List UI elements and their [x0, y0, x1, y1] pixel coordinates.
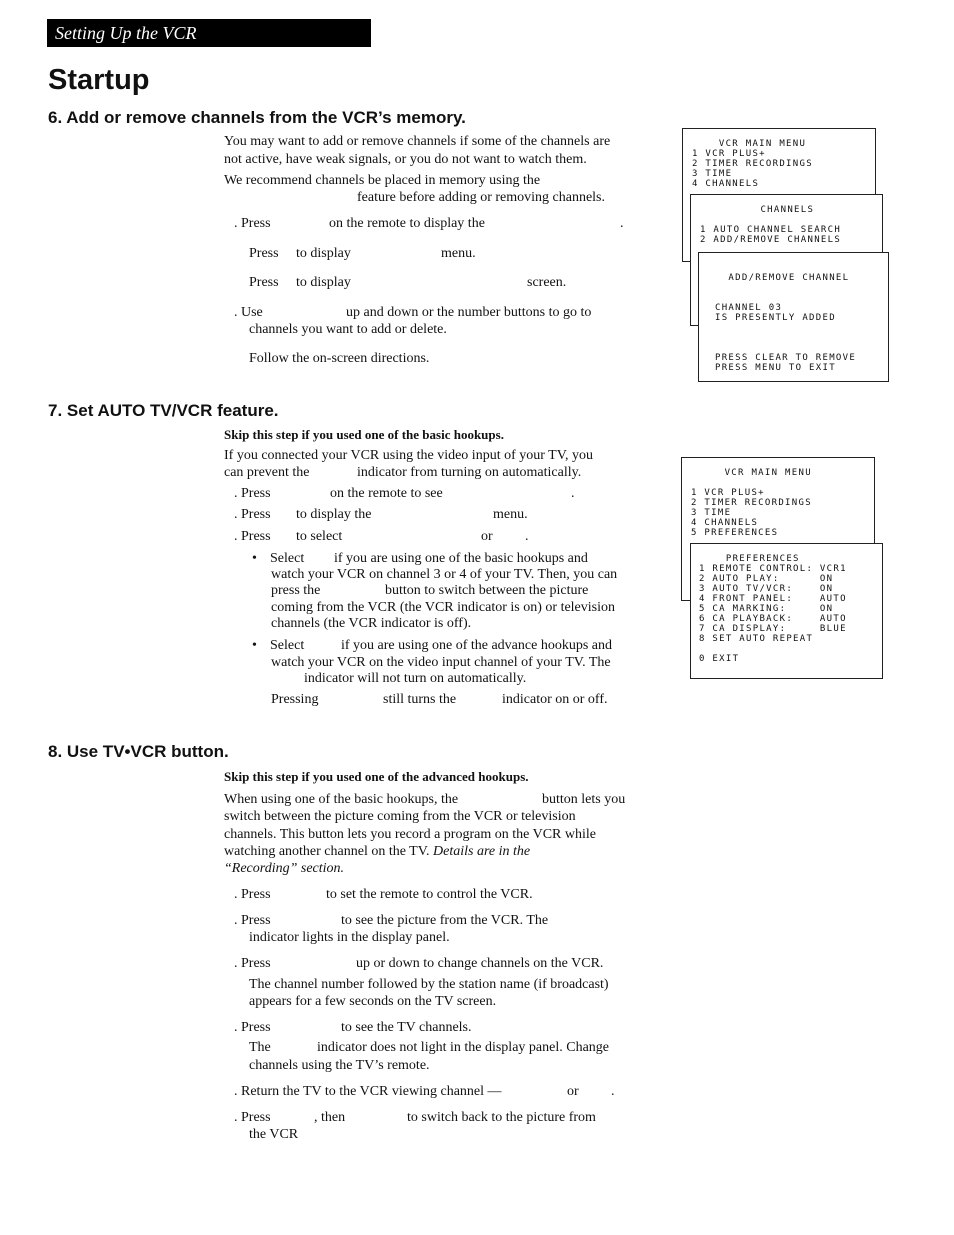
s8-text: indicator does not light in the display panel. Change — [317, 1040, 609, 1055]
s7-text: button to switch between the picture — [385, 583, 589, 598]
s8-text: indicator lights in the display panel. — [249, 930, 450, 945]
s6-text: We recommend channels be placed in memory using the — [224, 173, 541, 188]
s7-text: or — [481, 529, 493, 544]
s7-text: on the remote to see — [330, 486, 443, 501]
s8-text: button lets you — [542, 792, 626, 807]
s8-text-italic: “Recording” section. — [224, 861, 345, 876]
s7-text: still turns the — [383, 692, 457, 707]
s8-text: to see the picture from the VCR. The — [341, 913, 549, 928]
s8-text-roman: watching another channel on the TV. — [224, 844, 430, 859]
s8-text: The — [249, 1040, 271, 1055]
s8-text: When using one of the basic hookups, the — [224, 792, 459, 807]
osd-text: VCR MAIN MENU 1 VCR PLUS+ 2 TIMER RECORDINGS 3 TIME 4 CHANNELS — [692, 139, 813, 189]
s7-text: to select — [296, 529, 343, 544]
osd-preferences-menu — [690, 543, 883, 679]
s7-text: . Press — [234, 507, 271, 522]
s7-text: watch your VCR on the video input channel of your TV. The — [271, 655, 611, 670]
s8-text: . Press — [234, 1020, 271, 1035]
s8-text: . Press — [234, 913, 271, 928]
s7-text: indicator on or off. — [502, 692, 608, 707]
s6-text: not active, have weak signals, or you do not want to watch them. — [224, 152, 587, 167]
s7-skip-note: Skip this step if you used one of the basic hookups. — [224, 427, 504, 442]
bullet-icon: • — [252, 638, 257, 653]
s6-text: Follow the on-screen directions. — [249, 351, 430, 366]
s8-text: to see the TV channels. — [341, 1020, 472, 1035]
s8-text: , then — [314, 1110, 346, 1125]
s6-text: up and down or the number buttons to go to — [346, 305, 592, 320]
s8-text: to switch back to the picture from — [407, 1110, 596, 1125]
s7-text: indicator will not turn on automatically. — [304, 671, 527, 686]
s6-text: menu. — [441, 246, 476, 261]
osd-text: CHANNELS 1 AUTO CHANNEL SEARCH 2 ADD/REMOVE CHANNELS — [700, 205, 842, 245]
s7-text: Select — [270, 638, 305, 653]
s7-text: . — [525, 529, 529, 544]
s7-text: Select — [270, 551, 305, 566]
s7-text: . Press — [234, 529, 271, 544]
s7-text: . Press — [234, 486, 271, 501]
s6-text: Press — [249, 246, 279, 261]
s6-text: . — [620, 216, 624, 231]
s7-text: channels (the VCR indicator is off). — [271, 616, 472, 631]
bullet-icon: • — [252, 551, 257, 566]
section-header-bar: Setting Up the VCR — [47, 19, 371, 47]
s6-text: to display — [296, 275, 351, 290]
s7-text: . — [571, 486, 575, 501]
s7-text: to display the — [296, 507, 372, 522]
s8-text-italic: Details are in the — [433, 844, 531, 859]
s8-text: appears for a few seconds on the TV screen. — [249, 994, 497, 1009]
s6-text: . Use — [234, 305, 263, 320]
osd-add-remove-channel — [698, 252, 889, 382]
s8-text: channels. This button lets you record a program on the VCR while — [224, 827, 596, 842]
s7-text: if you are using one of the advance hookups and — [341, 638, 612, 653]
s8-text — [224, 843, 530, 860]
s8-text — [224, 860, 344, 877]
s8-text: . Return the TV to the VCR viewing channel — — [234, 1084, 502, 1099]
s7-text: can prevent the — [224, 465, 310, 480]
s6-text: Press — [249, 275, 279, 290]
step-8-heading: 8. Use TV•VCR button. — [48, 742, 229, 761]
step-6-heading: 6. Add or remove channels from the VCR’s memory. — [48, 108, 466, 127]
step-7-heading: 7. Set AUTO TV/VCR feature. — [48, 401, 279, 420]
s6-text: feature before adding or removing channels. — [357, 190, 606, 205]
page-title: Startup — [48, 64, 150, 96]
s8-text: up or down to change channels on the VCR. — [356, 956, 604, 971]
s7-text: coming from the VCR (the VCR indicator is on) or television — [271, 600, 615, 615]
s8-text: channels using the TV’s remote. — [249, 1058, 430, 1073]
s8-text: the VCR — [249, 1127, 299, 1142]
s7-text: indicator from turning on automatically. — [357, 465, 582, 480]
s6-text: on the remote to display the — [329, 216, 485, 231]
s6-text: . Press — [234, 216, 271, 231]
s7-text: Pressing — [271, 692, 319, 707]
s8-text: or — [567, 1084, 579, 1099]
s7-text: if you are using one of the basic hookups and — [334, 551, 588, 566]
osd-text: PREFERENCES 1 REMOTE CONTROL: VCR1 2 AUTO PLAY: ON 3 AUTO TV/VCR: ON 4 FRONT PANEL: AUTO 5 CA MARKING: ON 6 CA PLAYBACK: AUTO 7 CA DISPLAY: BLUE 8 SET AUTO REPEAT 0 EXIT — [699, 554, 847, 664]
s7-text: menu. — [493, 507, 528, 522]
osd-text: ADD/REMOVE CHANNEL CHANNEL 03 IS PRESENTLY ADDED PRESS CLEAR TO REMOVE PRESS MENU TO EXIT — [715, 273, 857, 373]
s8-text: . Press — [234, 887, 271, 902]
osd-text: VCR MAIN MENU 1 VCR PLUS+ 2 TIMER RECORDINGS 3 TIME 4 CHANNELS 5 PREFERENCES — [691, 468, 812, 538]
s6-text: You may want to add or remove channels if some of the channels are — [224, 134, 611, 149]
s8-text: . Press — [234, 956, 271, 971]
s7-text: If you connected your VCR using the video input of your TV, you — [224, 448, 594, 463]
s6-text: to display — [296, 246, 351, 261]
s7-text: press the — [271, 583, 321, 598]
s7-text: watch your VCR on channel 3 or 4 of your TV. Then, you can — [271, 567, 618, 582]
s8-text: The channel number followed by the station name (if broadcast) — [249, 977, 609, 992]
s8-text: to set the remote to control the VCR. — [326, 887, 533, 902]
s8-skip-note: Skip this step if you used one of the advanced hookups. — [224, 769, 529, 784]
s6-text: screen. — [527, 275, 567, 290]
s6-text: channels you want to add or delete. — [249, 322, 447, 337]
s8-text: switch between the picture coming from the VCR or television — [224, 809, 576, 824]
s8-text: . — [611, 1084, 615, 1099]
s8-text: . Press — [234, 1110, 271, 1125]
